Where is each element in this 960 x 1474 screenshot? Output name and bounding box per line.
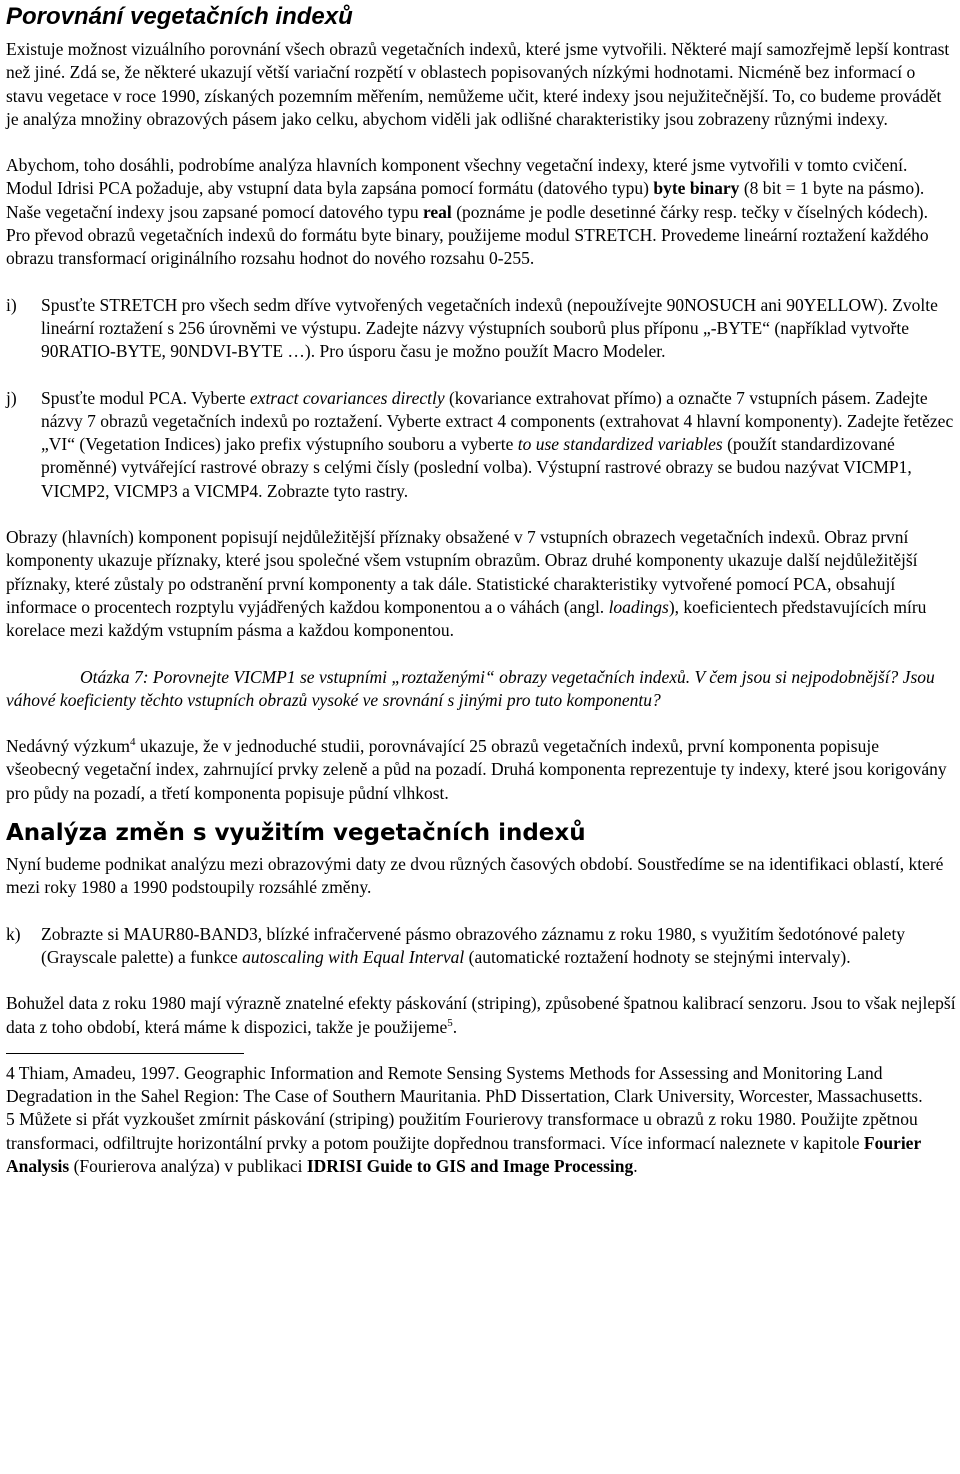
step-item-i	[6, 294, 956, 364]
paragraph-research	[6, 735, 956, 805]
italic-term: loadings	[608, 596, 669, 617]
text-run: .	[633, 1155, 638, 1176]
paragraph-striping	[6, 992, 956, 1039]
italic-term: extract covariances directly	[249, 387, 445, 408]
text-run: (použít standardizované proměnné) vytvářející rastrové obrazy s celými čísly (poslední volba). Výstupní rastrové obrazy se budou nazývat VICMP1, VICMP2, VICMP3 a VICMP4. Zobrazte tyto rastry.	[41, 434, 912, 501]
step-item-j	[6, 387, 956, 503]
step-label: k)	[6, 923, 21, 944]
text-run: (8 bit = 1 byte na pásmo). Naše vegetační indexy jsou zapsané pomocí datového typu	[6, 178, 925, 222]
text-run: 5 Můžete si přát vyzkoušet zmírnit páskování (striping) použitím Fourierovy transformace u obrazů z roku 1980. Použijte zpětnou transformaci, odfiltrujte horizontální prvky a potom použijte dopřednou transformaci. Více informací naleznete v kapitole	[6, 1109, 918, 1153]
question-7: Otázka 7: Porovnejte VICMP1 se vstupními „roztaženými“ obrazy vegetačních indexů. V čem jsou si nejpodobnější? Jsou váhové koeficienty těchto vstupních obrazů vysoké ve srovnání s jinými pro tuto komponentu?	[6, 666, 935, 710]
step-text	[41, 923, 956, 970]
italic-term: autoscaling with Equal Interval	[242, 946, 465, 967]
paragraph-change-intro: Nyní budeme podnikat analýzu mezi obrazovými daty ze dvou různých časových období. Soustředíme se na identifikaci oblastí, které mezi roky 1980 a 1990 podstoupily rozsáhlé změny.	[6, 854, 944, 898]
text-run: Nedávný výzkum	[6, 736, 130, 757]
step-item-k	[6, 923, 956, 970]
text-run: (Fourierova analýza) v publikaci	[69, 1155, 307, 1176]
footnote-separator	[6, 1053, 244, 1054]
text-run: Spusťte modul PCA. Vyberte	[41, 387, 250, 408]
text-run: .	[452, 1016, 458, 1037]
footnote-ref[interactable]: 4	[129, 736, 136, 749]
text-run: (poznáme je podle desetinné čárky resp. tečky v číselných kódech). Pro převod obrazů vegetačních indexů do formátu byte binary, použijeme modul STRETCH. Provedeme lineární roztažení každého obrazu transformací originálního rozsahu hodnot do nového rozsahu 0-255.	[6, 201, 929, 269]
bold-term: byte binary	[653, 178, 740, 199]
footnote-ref[interactable]: 5	[447, 1016, 453, 1029]
paragraph-pca-intro	[6, 154, 956, 270]
footnote-4: 4 Thiam, Amadeu, 1997. Geographic Information and Remote Sensing Systems Methods for Assessing and Monitoring Land Degradation in the Sahel Region: The Case of Southern Mauritania. PhD Dissertation, Clark University, Worcester, Massachusetts.	[6, 1062, 923, 1107]
paragraph-intro	[6, 38, 956, 131]
footnote-5	[6, 1108, 956, 1178]
text-run: Existuje možnost vizuálního porovnání všech obrazů vegetačních indexů, které jsme vytvořili. Některé mají samozřejmě lepší kontrast než jiné. Zdá se, že některé ukazují větší variační rozpětí v oblastech popisovaných nízkými hodnotami. Nicméně bez informací o stavu vegetace v roce 1990, získaných pozemním měřením, nemůžeme učit, které indexy jsou nejužitečnější. To, co budeme provádět je analýza množiny obrazových pásem jako celku, abychom viděli jak odlišné charakteristiky jsou zobrazeny různými indexy.	[6, 39, 950, 129]
step-text	[41, 387, 956, 503]
step-label: j)	[6, 387, 17, 408]
paragraph-components	[6, 526, 956, 642]
text-run: (kovariance extrahovat přímo) a označte 7 vstupních pásem. Zadejte názvy 7 obrazů vegetačních indexů po roztažení. Vyberte extract 4 components (extrahovat 4 hlavní komponenty). Zadejte řetězec „VI“ (Vegetation Indices) jako prefix výstupního souboru a vyberte	[41, 387, 954, 455]
italic-term: to use standardized variables	[517, 434, 723, 455]
step-text: Spusťte STRETCH pro všech sedm dříve vytvořených vegetačních indexů (nepoužívejte 90NOSUCH ani 90YELLOW). Zvolte lineární roztažení s 256 úrovněmi ve výstupu. Zadejte názvy výstupních souborů plus příponu „-BYTE“ (například vytvořte 90RATIO-BYTE, 90NDVI-BYTE …). Pro úsporu času je možno použít Macro Modeler.	[41, 294, 938, 362]
section-heading: Analýza změn s využitím vegetačních indexů	[6, 820, 586, 847]
bold-term: real	[422, 201, 452, 222]
step-label: i)	[6, 294, 17, 315]
text-run: Abychom, toho dosáhli, podrobíme analýza hlavních komponent všechny vegetační indexy, které jsme vytvořili v tomto cvičení. Modul Idrisi PCA požaduje, aby vstupní data byla zapsána pomocí formátu (datového typu)	[6, 155, 908, 199]
bold-term: Fourier Analysis	[6, 1132, 921, 1176]
text-run: ukazuje, že v jednoduché studii, porovnávající 25 obrazů vegetačních indexů, první komponenta popisuje všeobecný vegetační index, zahrnující prvky zeleně a půd na pozadí. Druhá komponenta reprezentuje ty indexy, které jsou korigovány pro půdy na pozadí, a třetí komponenta popisuje půdní vlhkost.	[6, 736, 947, 803]
text-run: ), koeficientech představujících míru korelace mezi každým vstupním pásma a každou komponentou.	[6, 596, 927, 641]
section-title: Porovnání vegetačních indexů	[6, 3, 353, 30]
text-run: Obrazy (hlavních) komponent popisují nejdůležitější příznaky obsažené v 7 vstupních obrazech vegetačních indexů. Obraz první komponenty ukazuje příznaky, které jsou společné všem vstupním obrazům. Obraz druhé komponenty ukazuje další nejdůležitější příznaky, které zůstaly po odstranění první komponenty a tak dále. Statistické charakteristiky vytvořené pomocí PCA, obsahují informace o procentech rozptylu vyjádřených každou komponentou a o váhách (angl.	[6, 527, 918, 617]
text-run: Bohužel data z roku 1980 mají výrazně znatelné efekty páskování (striping), způsobené špatnou kalibrací senzoru. Jsou to však nejlepší data z toho období, která máme k dispozici, takže je použijeme	[6, 993, 956, 1037]
bold-term: IDRISI Guide to GIS and Image Processing	[306, 1155, 634, 1176]
text-run: (automatické roztažení hodnoty se stejnými intervaly).	[464, 946, 851, 967]
text-run: Zobrazte si MAUR80-BAND3, blízké infračervené pásmo obrazového záznamu z roku 1980, s využitím šedotónové palety (Grayscale palette) a funkce	[41, 923, 906, 967]
